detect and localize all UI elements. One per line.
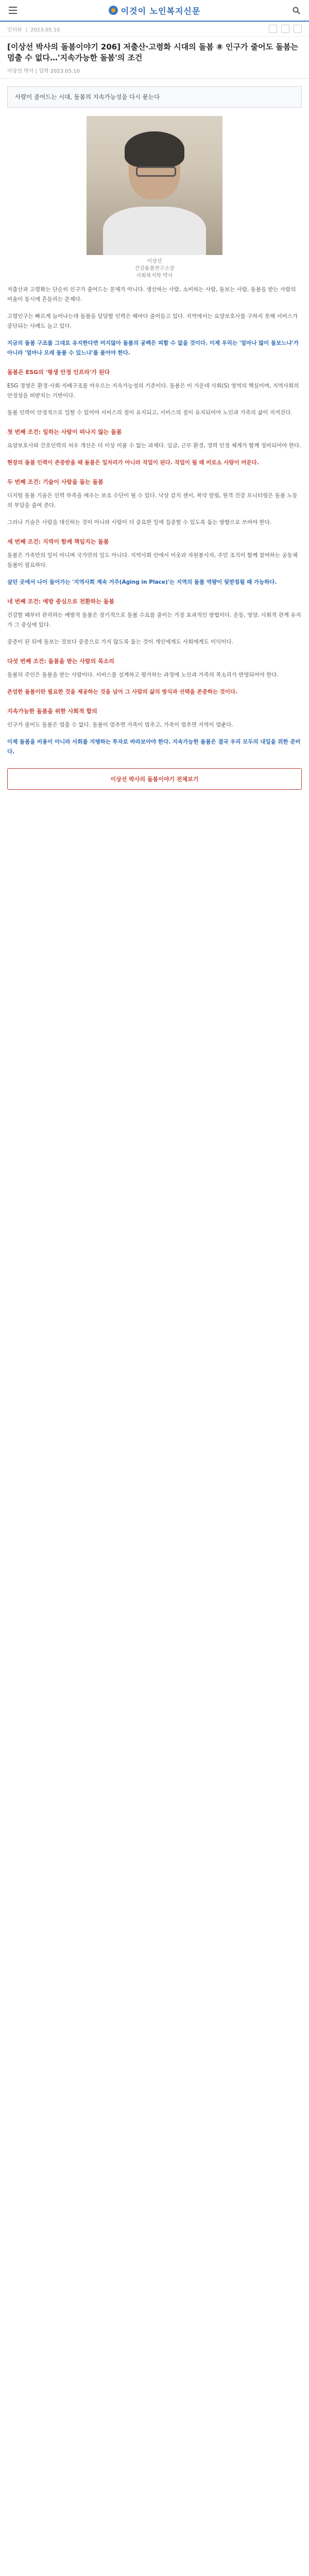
font-size-icon[interactable] xyxy=(281,25,289,33)
paragraph: 살던 곳에서 나이 들어가는 '지역사회 계속 거주(Aging in Place)'는 지역의 돌봄 역량이 뒷받침될 때 가능하다. xyxy=(7,579,277,585)
section-heading: 다섯 번째 조건: 돌봄을 받는 사람의 목소리 xyxy=(7,658,115,665)
paragraph: 지금의 돌봄 구조를 그대로 유지한다면 머지않아 돌봄의 공백은 피할 수 없을 것이다. 이제 우리는 '얼마나 많이 돌보느냐'가 아니라 '얼마나 오래 돌볼 수 있느냐'를 물어야 한다. xyxy=(7,340,299,356)
paragraph: 이제 돌봄을 비용이 아니라 사회를 지탱하는 투자로 바라보아야 한다. 지속가능한 돌봄은 결국 우리 모두의 내일을 위한 준비다. xyxy=(7,739,301,755)
logo-mark-icon xyxy=(109,6,118,15)
article-byline: 이상선 박사 | 입력 2023.05.10 xyxy=(0,65,309,79)
publish-date: 2023.05.10 xyxy=(30,27,60,33)
series-link-button[interactable]: 이상선 박사의 돌봄이야기 전체보기 xyxy=(7,768,302,790)
caption-degree: 사회복지학 박사 xyxy=(136,273,173,279)
top-bar xyxy=(0,0,309,22)
caption-name: 이상선 xyxy=(147,259,162,264)
section-label[interactable]: 인터뷰 xyxy=(7,27,22,33)
paragraph: ESG 경영은 환경·사회·지배구조를 아우르는 지속가능성의 기준이다. 돌봄은 이 가운데 사회(S) 영역의 핵심이며, 지역사회의 안정성을 떠받치는 기반이다. xyxy=(7,383,299,399)
paragraph: 건강할 때부터 관리하는 예방적 돌봄은 장기적으로 돌봄 수요를 줄이는 가장 효과적인 방법이다. 운동, 영양, 사회적 관계 유지가 그 중심에 있다. xyxy=(7,612,301,628)
section-heading: 첫 번째 조건: 일하는 사람이 떠나지 않는 돌봄 xyxy=(7,429,122,435)
caption-role: 건강돌봄연구소장 xyxy=(134,266,175,272)
paragraph: 현장의 돌봄 인력이 존중받을 때 돌봄은 일자리가 아니라 직업이 된다. 직업이 될 때 비로소 사람이 머문다. xyxy=(7,460,259,466)
share-actions xyxy=(269,25,302,33)
search-icon[interactable] xyxy=(290,5,302,16)
photo-caption xyxy=(0,258,309,285)
section-heading: 지속가능한 돌봄을 위한 사회적 합의 xyxy=(7,708,97,715)
paragraph: 인구가 줄어도 돌봄은 멈출 수 없다. 돌봄이 멈추면 가족이 멈추고, 가족이 멈추면 지역이 멈춘다. xyxy=(7,722,233,728)
section-heading: 두 번째 조건: 기술이 사람을 돕는 돌봄 xyxy=(7,479,104,485)
author-photo-wrap xyxy=(0,108,309,258)
site-logo[interactable] xyxy=(19,5,290,16)
article-body xyxy=(0,285,309,757)
section-heading: 세 번째 조건: 지역이 함께 책임지는 돌봄 xyxy=(7,538,109,545)
paragraph: 중증이 된 뒤에 돌보는 것보다 중증으로 가지 않도록 돕는 것이 개인에게도 사회에게도 이익이다. xyxy=(7,639,233,645)
meta-bar: 인터뷰 | 2023.05.10 xyxy=(0,22,309,37)
article-title: [이상선 박사의 돌봄이야기 206] 저출산·고령화 시대의 돌봄 ⑧ 인구가 줄어도 돌봄는 멈출 수 없다…'지속가능한 돌봄'의 조건 xyxy=(7,42,298,62)
paragraph: 저출산과 고령화는 단순히 인구가 줄어드는 문제가 아니다. 생산하는 사람, 소비하는 사람, 돌보는 사람, 돌봄을 받는 사람의 비율이 동시에 흔들리는 문제다. xyxy=(7,286,296,302)
paragraph: 돌봄 인력이 안정적으로 일할 수 있어야 서비스의 질이 유지되고, 서비스의 질이 유지되어야 노인과 가족의 삶이 지켜진다. xyxy=(7,410,293,416)
section-heading: 네 번째 조건: 예방 중심으로 전환하는 돌봄 xyxy=(7,598,115,605)
site-name: 이것이 노인복지신문 xyxy=(121,6,201,16)
paragraph: 돌봄은 가족만의 일이 아니며 국가만의 일도 아니다. 지역사회 안에서 이웃과 자원봉사자, 주민 조직이 함께 참여하는 공동체 돌봄이 필요하다. xyxy=(7,552,298,568)
author-photo xyxy=(87,116,222,255)
section-heading: 돌봄은 ESG의 '평생 안정 인프라'가 된다 xyxy=(7,369,110,376)
share-icon[interactable] xyxy=(269,25,277,33)
paragraph: 존엄한 돌봄이란 필요한 것을 제공하는 것을 넘어 그 사람의 삶의 방식과 선택을 존중하는 것이다. xyxy=(7,689,238,695)
paragraph: 그러나 기술은 사람을 대신하는 것이 아니라 사람이 더 중요한 일에 집중할 수 있도록 돕는 방향으로 쓰여야 한다. xyxy=(7,519,272,526)
print-icon[interactable] xyxy=(294,25,302,33)
hamburger-icon[interactable] xyxy=(7,5,19,16)
paragraph: 요양보호사와 간호인력의 처우 개선은 더 이상 미룰 수 없는 과제다. 임금, 근무 환경, 경력 인정 체계가 함께 정비되어야 한다. xyxy=(7,443,301,449)
paragraph: 디지털 돌봄 기술은 인력 부족을 메우는 보조 수단이 될 수 있다. 낙상 감지 센서, 복약 알림, 원격 건강 모니터링은 돌봄 노동의 부담을 줄여 준다. xyxy=(7,493,298,509)
article-summary: 사람이 줄어드는 시대, 돌봄의 지속가능성을 다시 묻는다 xyxy=(7,86,302,108)
paragraph: 돌봄의 주인은 돌봄을 받는 사람이다. 서비스를 설계하고 평가하는 과정에 노인과 가족의 목소리가 반영되어야 한다. xyxy=(7,672,279,678)
paragraph: 고령인구는 빠르게 늘어나는데 돌봄을 담당할 인력은 해마다 줄어들고 있다. 지역에서는 요양보호사를 구하지 못해 서비스가 중단되는 사례도 늘고 있다. xyxy=(7,313,298,329)
